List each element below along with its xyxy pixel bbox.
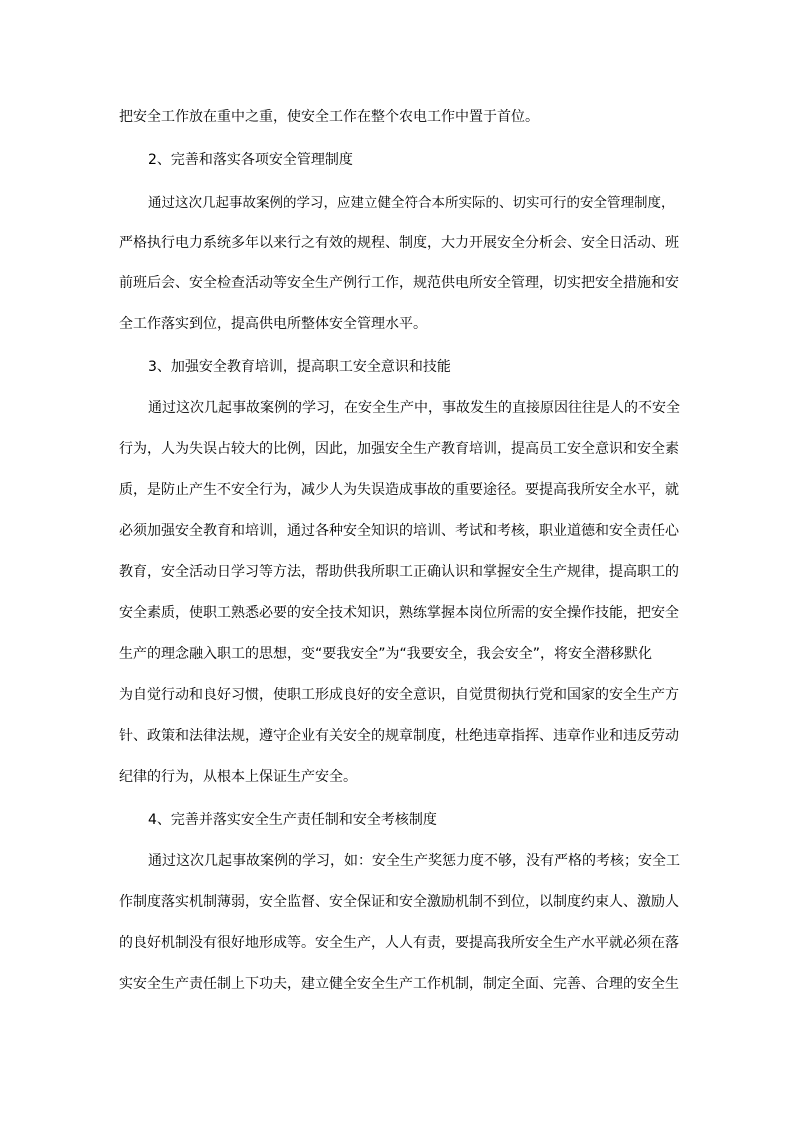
section-heading-4: 4、完善并落实安全生产责任制和安全考核制度 xyxy=(148,812,437,828)
paragraph-line: 全工作落实到位，提高供电所整体安全管理水平。 xyxy=(119,316,427,332)
paragraph-line: 作制度落实机制薄弱，安全监督、安全保证和安全激励机制不到位，以制度约束人、激励人 xyxy=(119,894,679,910)
body-text-line: 把安全工作放在重中之重，使安全工作在整个农电工作中置于首位。 xyxy=(119,109,539,125)
paragraph-line: 实安全生产责任制上下功夫，建立健全安全生产工作机制，制定全面、完善、合理的安全生 xyxy=(119,976,679,992)
section-heading-2: 2、完善和落实各项安全管理制度 xyxy=(148,152,353,168)
paragraph-line: 安全素质，使职工熟悉必要的安全技术知识，熟练掌握本岗位所需的安全操作技能，把安全 xyxy=(119,605,679,621)
paragraph-line: 行为，人为失误占较大的比例，因此，加强安全生产教育培训，提高员工安全意识和安全素 xyxy=(119,441,679,457)
paragraph-line: 前班后会、安全检查活动等安全生产例行工作，规范供电所安全管理，切实把安全措施和安 xyxy=(119,275,679,291)
paragraph-line: 通过这次几起事故案例的学习，如：安全生产奖惩力度不够，没有严格的考核；安全工 xyxy=(148,853,680,869)
paragraph-line: 针、政策和法律法规，遵守企业有关安全的规章制度，杜绝违章指挥、违章作业和违反劳动 xyxy=(119,728,679,744)
section-heading-3: 3、加强安全教育培训，提高职工安全意识和技能 xyxy=(148,359,451,375)
paragraph-line: 通过这次几起事故案例的学习，在安全生产中，事故发生的直接原因往往是人的不安全 xyxy=(148,400,680,416)
paragraph-line: 教育，安全活动日学习等方法，帮助供我所职工正确认识和掌握安全生产规律，提高职工的 xyxy=(119,564,679,580)
paragraph-line: 的良好机制没有很好地形成等。安全生产，人人有责，要提高我所安全生产水平就必须在落 xyxy=(119,935,679,951)
paragraph-line: 生产的理念融入职工的思想，变“要我安全”为“我要安全，我会安全”，将安全潜移默化 xyxy=(119,646,653,662)
paragraph-line: 必须加强安全教育和培训，通过各种安全知识的培训、考试和考核，职业道德和安全责任心 xyxy=(119,523,679,539)
paragraph-line: 为自觉行动和良好习惯，使职工形成良好的安全意识，自觉贯彻执行党和国家的安全生产方 xyxy=(119,687,679,703)
paragraph-line: 严格执行电力系统多年以来行之有效的规程、制度，大力开展安全分析会、安全日活动、班 xyxy=(119,235,679,251)
paragraph-line: 通过这次几起事故案例的学习，应建立健全符合本所实际的、切实可行的安全管理制度， xyxy=(148,195,675,211)
paragraph-line: 纪律的行为，从根本上保证生产安全。 xyxy=(119,769,357,785)
paragraph-line: 质，是防止产生不安全行为，减少人为失误造成事故的重要途径。要提高我所安全水平，就 xyxy=(119,482,679,498)
